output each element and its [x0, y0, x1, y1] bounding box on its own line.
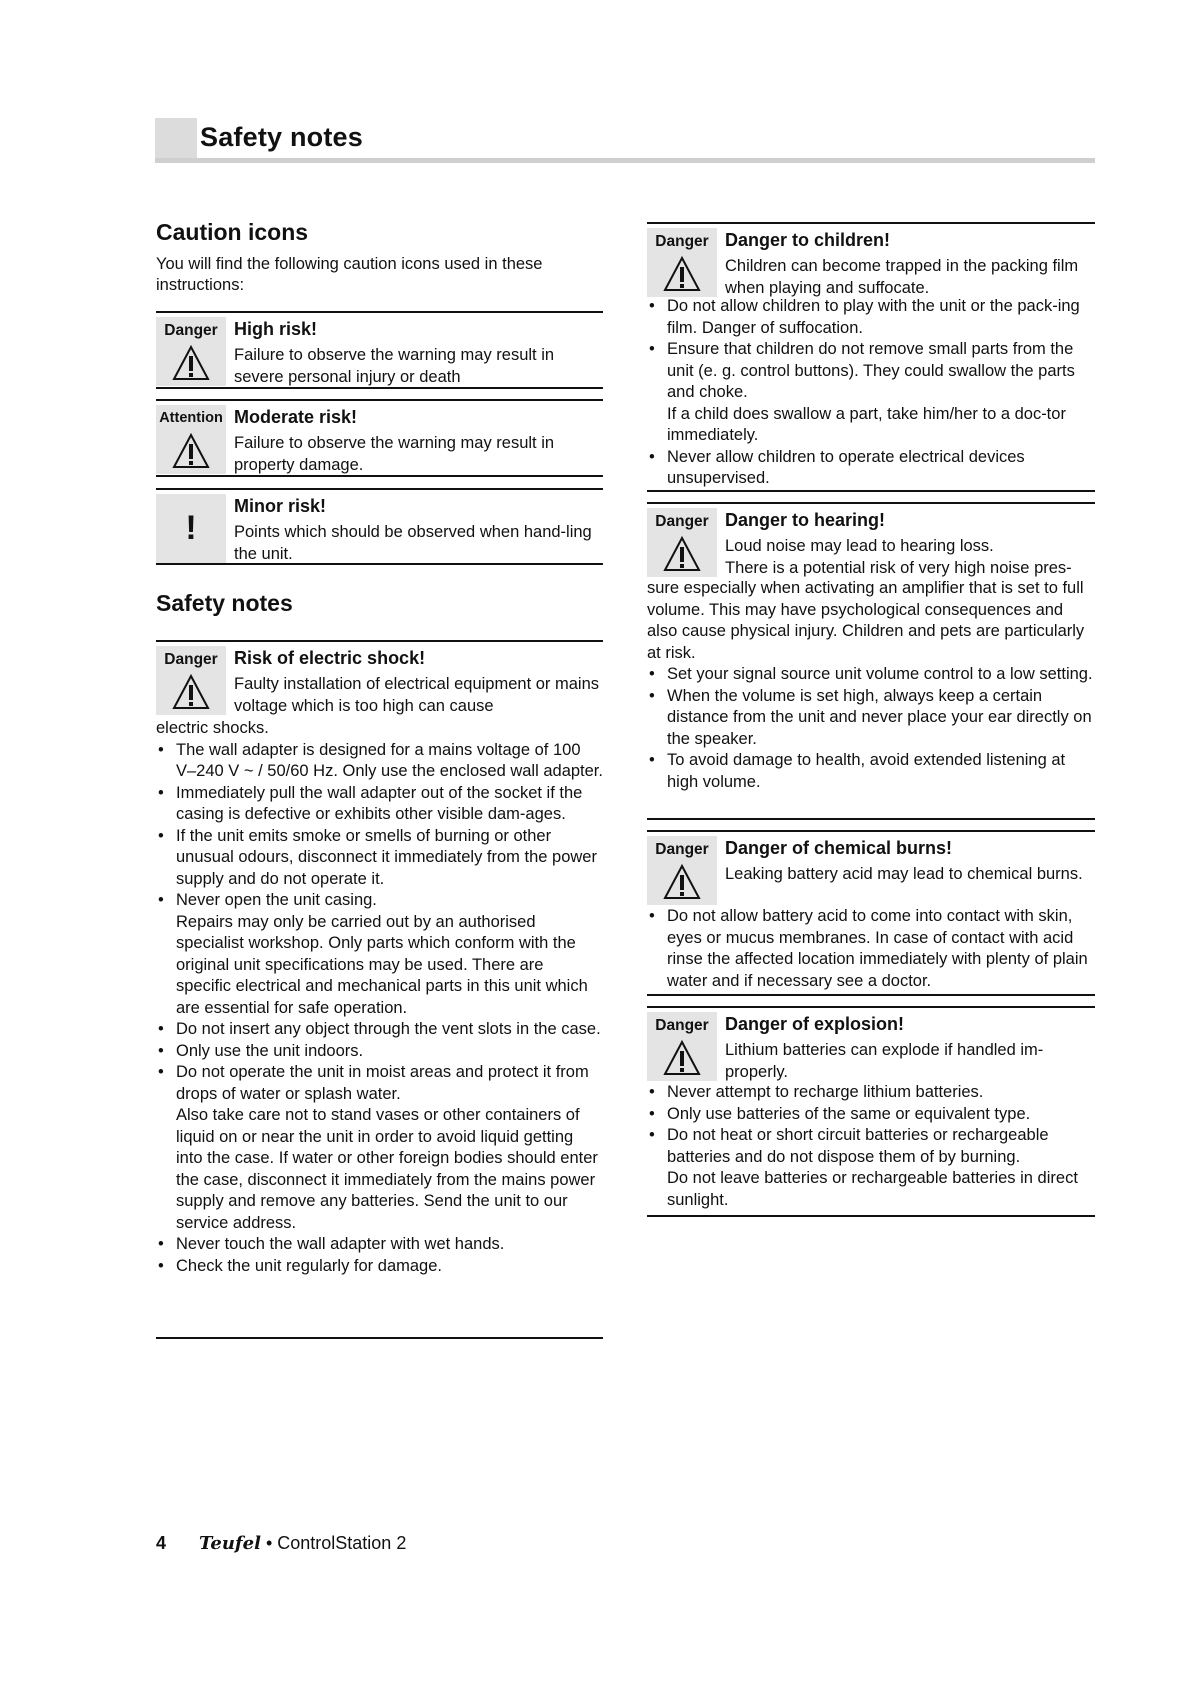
- chemical-body: [647, 906, 1095, 992]
- box-text: Points which should be observed when hand-ling the unit.: [234, 523, 592, 563]
- box-title: High risk!: [234, 319, 318, 339]
- list-item: • Never allow children to operate electrical devices unsupervised.: [647, 447, 1095, 490]
- box-title: Danger to hearing!: [725, 510, 886, 530]
- danger-badge: [647, 1012, 717, 1081]
- list-item-continued: If a child does swallow a part, take him/her to a doc-tor immediately.: [667, 404, 1066, 444]
- warning-triangle-icon: [663, 256, 701, 292]
- badge-label: Danger: [655, 1017, 709, 1034]
- box-text: Children can become trapped in the packing film when playing and suffocate.: [725, 257, 1079, 297]
- badge-label: Danger: [655, 233, 709, 250]
- list-item: • When the volume is set high, always keep a certain distance from the unit and never place your ear directly on the speaker.: [647, 686, 1095, 751]
- page-title: Safety notes: [200, 122, 363, 152]
- divider: [647, 490, 1095, 492]
- warning-triangle-icon: [172, 345, 210, 381]
- divider: [647, 994, 1095, 996]
- warning-triangle-icon: [663, 1040, 701, 1076]
- box-text: [725, 536, 1095, 579]
- caution-box-moderate-risk: [156, 399, 603, 479]
- danger-badge: [647, 508, 717, 577]
- exclamation-icon: !: [185, 509, 197, 547]
- children-body: [647, 296, 1095, 490]
- list-item-continued: Repairs may only be carried out by an authorised specialist workshop. Only parts which conform with the original unit specifications may be used. There are specific electrical and mechanical parts in this unit which are essential for safe operation.: [176, 912, 588, 1017]
- danger-box-hearing: [647, 502, 1095, 582]
- list-item: • If the unit emits smoke or smells of burning or other unusual odours, disconnect it immediately from the power supply and do not operate it.: [156, 826, 603, 891]
- children-list-2: [647, 447, 1095, 490]
- divider: [647, 818, 1095, 820]
- divider: [156, 387, 603, 389]
- danger-badge: [156, 646, 226, 715]
- safety-notes-heading: Safety notes: [156, 590, 293, 616]
- list-item: • The wall adapter is designed for a mains voltage of 100 V–240 V ~ / 50/60 Hz. Only use the enclosed wall adapter.: [156, 740, 603, 783]
- divider: [647, 1215, 1095, 1217]
- brand-logo: Teufel: [199, 1533, 261, 1554]
- electric-shock-list-2: [156, 1019, 603, 1105]
- badge-label: Danger: [655, 513, 709, 530]
- electric-shock-body: [156, 718, 603, 1277]
- warning-triangle-icon: [663, 536, 701, 572]
- danger-box-chemical-burns: [647, 830, 1095, 910]
- list-item: • Do not operate the unit in moist areas and protect it from drops of water or splash water.: [156, 1062, 603, 1105]
- explosion-body: [647, 1082, 1095, 1211]
- warning-triangle-icon: [663, 864, 701, 900]
- box-text: Leaking battery acid may lead to chemical burns.: [725, 865, 1083, 883]
- box-text-line: Loud noise may lead to hearing loss.: [725, 537, 994, 555]
- product-name: • ControlStation 2: [265, 1533, 407, 1553]
- caution-icons-heading: Caution icons: [156, 219, 309, 245]
- box-text-continued: sure especially when activating an amplifier that is set to full volume. This may have psychological consequences and also cause physical injury. Children and pets are particularly at risk.: [647, 579, 1085, 662]
- danger-badge: [647, 836, 717, 905]
- box-text: Faulty installation of electrical equipment or mains voltage which is too high can cause: [234, 675, 600, 715]
- danger-badge: [156, 317, 226, 386]
- hearing-list: [647, 664, 1095, 793]
- box-title: Minor risk!: [234, 496, 327, 516]
- box-text-line: There is a potential risk of very high noise pres-: [725, 558, 1072, 577]
- header-band: [155, 118, 197, 162]
- badge-label: Danger: [164, 651, 218, 668]
- box-text-continued: electric shocks.: [156, 719, 269, 737]
- list-item: • Check the unit regularly for damage.: [156, 1256, 603, 1278]
- danger-box-explosion: [647, 1006, 1095, 1086]
- list-item: • Never attempt to recharge lithium batteries.: [647, 1082, 1095, 1104]
- list-item: • Do not allow children to play with the unit or the pack-ing film. Danger of suffocation.: [647, 296, 1095, 339]
- page-footer: [156, 1533, 406, 1554]
- list-item: • Do not insert any object through the vent slots in the case.: [156, 1019, 603, 1041]
- badge-label: Attention: [159, 410, 223, 426]
- minor-badge: [156, 494, 226, 563]
- caution-box-minor-risk: [156, 488, 603, 568]
- hearing-body: [647, 578, 1095, 793]
- electric-shock-list: [156, 740, 603, 912]
- list-item: • Do not allow battery acid to come into contact with skin, eyes or mucus membranes. In case of contact with acid rinse the affected location immediately with plenty of plain water and if necessary see a doctor.: [647, 906, 1095, 992]
- danger-box-children: [647, 222, 1095, 302]
- box-title: Moderate risk!: [234, 407, 358, 427]
- list-item: • Ensure that children do not remove small parts from the unit (e. g. control buttons). They could swallow the parts and choke.: [647, 339, 1095, 404]
- warning-triangle-icon: [172, 433, 210, 469]
- list-item-continued: Do not leave batteries or rechargeable batteries in direct sunlight.: [667, 1169, 1078, 1209]
- caution-box-high-risk: [156, 311, 603, 391]
- children-list: [647, 296, 1095, 404]
- list-item: • Only use batteries of the same or equivalent type.: [647, 1104, 1095, 1126]
- box-title: Danger of chemical burns!: [725, 838, 953, 858]
- list-item-continued: Also take care not to stand vases or other containers of liquid on or near the unit in order to avoid liquid getting into the case. If water or other foreign bodies should enter the case, disconnect it immediately from the mains power supply and remove any batteries. Send the unit to our service address.: [176, 1106, 598, 1232]
- header-rule: [155, 158, 1095, 163]
- box-text: Lithium batteries can explode if handled im-properly.: [725, 1041, 1044, 1081]
- box-title: Danger to children!: [725, 230, 891, 250]
- electric-shock-list-3: [156, 1234, 603, 1277]
- attention-badge: [156, 405, 226, 474]
- list-item: • To avoid damage to health, avoid extended listening at high volume.: [647, 750, 1095, 793]
- divider: [156, 475, 603, 477]
- badge-label: Danger: [655, 841, 709, 858]
- badge-label: Danger: [164, 322, 218, 339]
- box-text: Failure to observe the warning may result in severe personal injury or death: [234, 346, 555, 386]
- list-item: • Set your signal source unit volume control to a low setting.: [647, 664, 1095, 686]
- box-title: Risk of electric shock!: [234, 648, 426, 668]
- danger-badge: [647, 228, 717, 297]
- list-item: • Only use the unit indoors.: [156, 1041, 603, 1063]
- page-number: 4: [156, 1533, 167, 1553]
- explosion-list: [647, 1082, 1095, 1168]
- list-item: • Do not heat or short circuit batteries or rechargeable batteries and do not dispose them of by burning.: [647, 1125, 1095, 1168]
- danger-box-electric-shock: [156, 640, 603, 720]
- box-title: Danger of explosion!: [725, 1014, 905, 1034]
- warning-triangle-icon: [172, 674, 210, 710]
- list-item: • Immediately pull the wall adapter out of the socket if the casing is defective or exhibits other visible dam-ages.: [156, 783, 603, 826]
- divider: [156, 1337, 603, 1339]
- caution-intro: You will find the following caution icons used in these instructions:: [156, 255, 543, 294]
- list-item: • Never open the unit casing.: [156, 890, 603, 912]
- list-item: • Never touch the wall adapter with wet hands.: [156, 1234, 603, 1256]
- divider: [156, 563, 603, 565]
- box-text: Failure to observe the warning may result in property damage.: [234, 434, 555, 474]
- chemical-list: [647, 906, 1095, 992]
